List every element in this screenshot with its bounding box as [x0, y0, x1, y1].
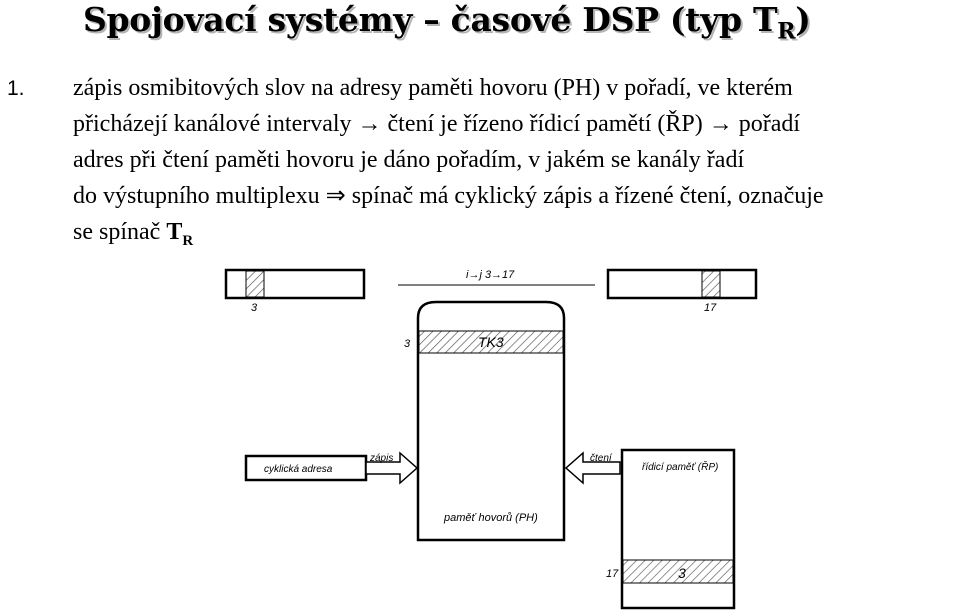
read-label: čtení	[590, 453, 612, 464]
item-number: 1.	[7, 77, 25, 100]
read-arrow	[566, 453, 620, 483]
implies-icon: ⇒	[325, 183, 346, 209]
text-line-5: se spínač $T_R$	[73, 219, 194, 249]
mapping-arrow	[398, 269, 595, 285]
text-line-3: adres při čtení paměti hovoru je dáno pořadím, v jakém se kanály řadí	[73, 147, 745, 173]
input-slot	[246, 271, 264, 297]
mapping-label: i→j 3→17	[466, 269, 515, 281]
cyclic-address-block	[246, 456, 366, 480]
write-label: zápis	[370, 453, 394, 464]
text-line-2: přicházejí kanálové intervaly → čtení je řízeno řídicí pamětí (ŘP) → pořadí	[73, 111, 801, 137]
memory-label: paměť hovorů (PH)	[444, 512, 538, 524]
output-frame	[608, 270, 756, 314]
output-slot-label: 17	[704, 302, 717, 314]
input-frame	[226, 270, 364, 314]
text-line-4: do výstupního multiplexu ⇒ spínač má cyklický zápis a řízené čtení, označuje	[73, 183, 824, 209]
speech-memory	[404, 302, 564, 540]
page-title: Spojovací systémy – časové DSP (typ $T_R$)	[83, 0, 811, 45]
rp-slot-text: 3	[678, 565, 686, 581]
ph-slot-text: TK3	[478, 334, 504, 350]
ph-slot-label: 3	[404, 338, 411, 350]
arrow-icon: →	[357, 111, 382, 137]
output-slot	[702, 271, 720, 297]
control-label: řídicí paměť (ŘP)	[642, 462, 719, 473]
rp-slot-label: 17	[606, 568, 619, 580]
text-line-1: zápis osmibitových slov na adresy paměti hovoru (PH) v pořadí, ve kterém	[73, 75, 793, 101]
cyclic-label: cyklická adresa	[264, 464, 333, 475]
arrow-icon: →	[708, 111, 733, 137]
control-memory	[606, 450, 734, 608]
input-slot-label: 3	[251, 302, 258, 314]
write-arrow	[366, 453, 417, 483]
